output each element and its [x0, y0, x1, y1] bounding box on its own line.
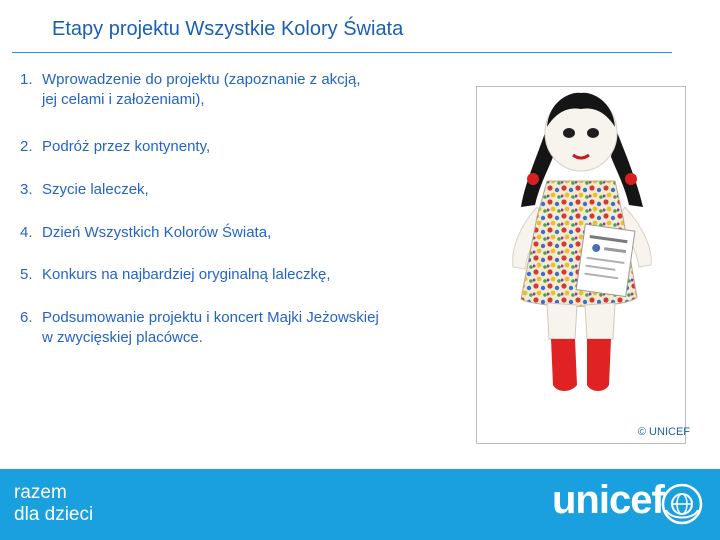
item-number: 4. — [20, 224, 33, 241]
item-text-line: w zwycięskiej placówce. — [42, 329, 203, 346]
title-divider — [12, 52, 672, 53]
slide-title: Etapy projektu Wszystkie Kolory Świata — [52, 18, 404, 40]
item-text-line: Szycie laleczek, — [42, 181, 149, 198]
item-text-line: Konkurs na najbardziej oryginalną laleczkę, — [42, 266, 331, 283]
rag-doll-image — [477, 87, 685, 443]
item-number: 3. — [20, 181, 33, 198]
item-number: 1. — [20, 71, 33, 88]
item-text-line: Podróż przez kontynenty, — [42, 138, 211, 155]
tagline-line: razem — [14, 482, 67, 503]
footer-tagline — [14, 482, 93, 526]
item-text-line: jej celami i założeniami), — [42, 91, 205, 108]
item-number: 5. — [20, 266, 33, 283]
tagline-line: dla dzieci — [14, 504, 94, 525]
unicef-globe-icon — [660, 482, 704, 526]
doll-photo-frame — [476, 86, 686, 444]
item-text-line: Dzień Wszystkich Kolorów Świata, — [42, 224, 272, 241]
item-text-line: Podsumowanie projektu i koncert Majki Jeżowskiej — [42, 309, 379, 326]
item-number: 6. — [20, 309, 33, 326]
item-number: 2. — [20, 138, 33, 155]
item-text-line: Wprowadzenie do projektu (zapoznanie z akcją, — [42, 71, 361, 88]
photo-credit: © UNICEF — [637, 426, 690, 438]
unicef-wordmark: unicef — [552, 478, 664, 522]
